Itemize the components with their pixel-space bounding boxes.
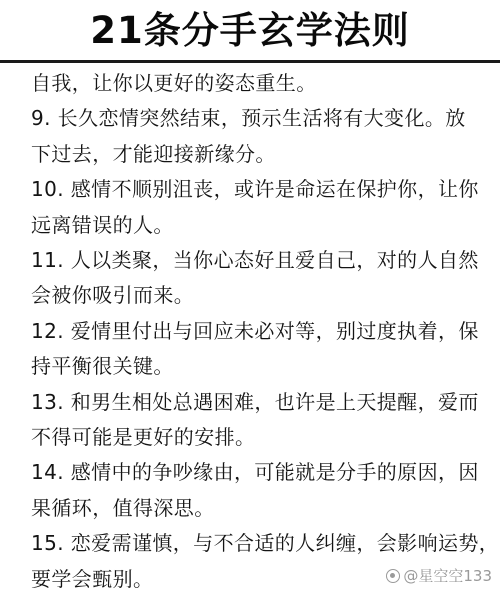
title-divider bbox=[0, 60, 500, 63]
text-line: 果循环，值得深思。 bbox=[31, 495, 215, 520]
page-title: 21条分手玄学法则 bbox=[90, 9, 410, 52]
watermark-text: @星空空133 bbox=[403, 567, 492, 585]
text-line: 14. 感情中的争吵缘由，可能就是分手的原因，因 bbox=[31, 460, 479, 485]
text-line: 15. 恋爱需谨慎，与不合适的人纠缠，会影响运势， bbox=[31, 531, 500, 556]
text-line: 会被你吸引而来。 bbox=[31, 283, 195, 308]
text-line: 下过去，才能迎接新缘分。 bbox=[31, 141, 276, 166]
text-line: 9. 长久恋情突然结束，预示生活将有大变化。放 bbox=[31, 106, 466, 131]
text-line: 持平衡很关键。 bbox=[31, 354, 174, 379]
text-line: 11. 人以类聚，当你心态好且爱自己，对的人自然 bbox=[31, 248, 479, 273]
text-line: 要学会甄别。 bbox=[31, 566, 154, 591]
watermark-logo-icon bbox=[386, 569, 400, 583]
rules-body bbox=[31, 66, 500, 597]
watermark bbox=[386, 565, 492, 586]
text-line: 远离错误的人。 bbox=[31, 212, 174, 237]
text-line: 13. 和男生相处总遇困难，也许是上天提醒，爱而 bbox=[31, 389, 479, 414]
text-line: 自我，让你以更好的姿态重生。 bbox=[31, 71, 317, 95]
text-line: 不得可能是更好的安排。 bbox=[31, 425, 256, 450]
text-line: 12. 爱情里付出与回应未必对等，别过度执着，保 bbox=[31, 318, 479, 343]
text-line: 10. 感情不顺别沮丧，或许是命运在保护你，让你 bbox=[31, 177, 479, 202]
